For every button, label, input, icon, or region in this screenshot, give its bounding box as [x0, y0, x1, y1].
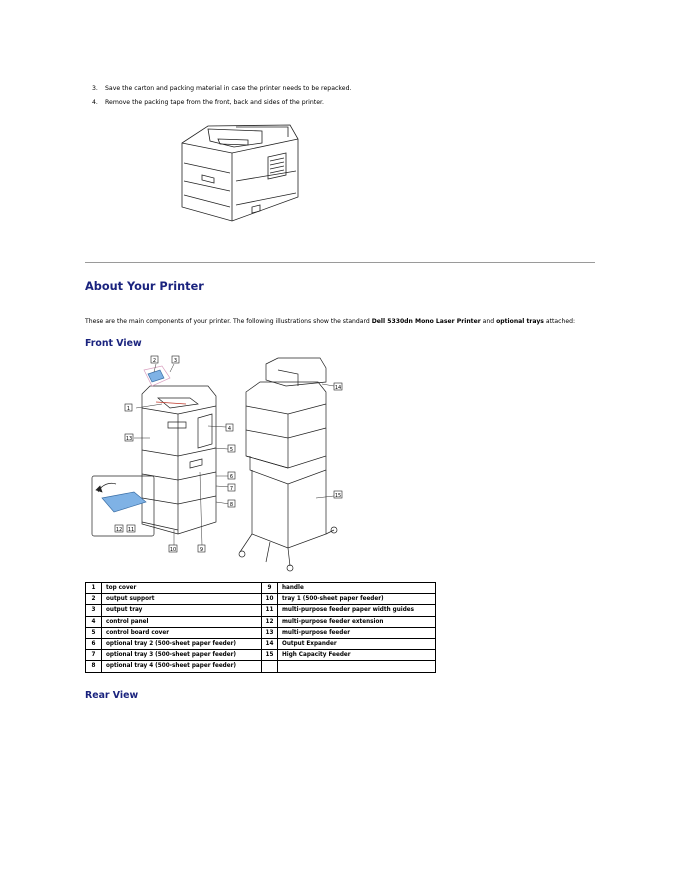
callout-5: 5: [229, 446, 234, 453]
section-title: About Your Printer: [85, 280, 204, 293]
part-label-cell: High Capacity Feeder: [278, 650, 436, 661]
callout-15: 15: [334, 492, 342, 499]
part-number-cell: 15: [262, 650, 278, 661]
table-row: [86, 661, 436, 672]
part-number-cell: 9: [262, 583, 278, 594]
part-label-cell: tray 1 (500-sheet paper feeder): [278, 594, 436, 605]
callout-6: 6: [229, 473, 234, 480]
callout-2: 2: [152, 357, 157, 364]
part-number-cell: 3: [86, 605, 102, 616]
callout-10: 10: [169, 546, 177, 553]
part-label-cell: multi-purpose feeder: [278, 627, 436, 638]
part-label-cell: control board cover: [102, 627, 262, 638]
callout-11: 11: [127, 526, 135, 533]
rear-view-title: Rear View: [85, 690, 139, 701]
part-number-cell: 11: [262, 605, 278, 616]
step-number: 3.: [92, 85, 98, 92]
table-row: [86, 583, 436, 594]
part-label-cell: multi-purpose feeder extension: [278, 616, 436, 627]
part-label-cell: optional tray 2 (500-sheet paper feeder): [102, 638, 262, 649]
part-label-cell: [278, 661, 436, 672]
part-number-cell: 5: [86, 627, 102, 638]
callout-13: 13: [125, 435, 133, 442]
front-view-title: Front View: [85, 338, 142, 349]
part-label-cell: optional tray 3 (500-sheet paper feeder): [102, 650, 262, 661]
table-row: [86, 638, 436, 649]
part-number-cell: 6: [86, 638, 102, 649]
callout-8: 8: [229, 501, 234, 508]
part-number-cell: [262, 661, 278, 672]
part-number-cell: 7: [86, 650, 102, 661]
part-number-cell: 2: [86, 594, 102, 605]
part-number-cell: 1: [86, 583, 102, 594]
step-number: 4.: [92, 99, 98, 106]
part-label-cell: handle: [278, 583, 436, 594]
step-text: Remove the packing tape from the front, back and sides of the printer.: [105, 99, 324, 106]
part-label-cell: top cover: [102, 583, 262, 594]
part-number-cell: 13: [262, 627, 278, 638]
table-row: [86, 594, 436, 605]
callout-14: 14: [334, 384, 342, 391]
part-number-cell: 12: [262, 616, 278, 627]
callout-7: 7: [229, 485, 234, 492]
part-label-cell: output tray: [102, 605, 262, 616]
part-number-cell: 14: [262, 638, 278, 649]
callout-1: 1: [126, 405, 131, 412]
part-label-cell: multi-purpose feeder paper width guides: [278, 605, 436, 616]
callout-3: 3: [173, 357, 178, 364]
parts-table: [85, 582, 436, 673]
part-label-cell: output support: [102, 594, 262, 605]
part-label-cell: Output Expander: [278, 638, 436, 649]
table-row: [86, 627, 436, 638]
part-number-cell: 8: [86, 661, 102, 672]
intro-text: attached:: [543, 318, 576, 325]
intro-model: Dell 5330dn Mono Laser Printer: [371, 318, 481, 325]
step-text: Save the carton and packing material in case the printer needs to be repacked.: [105, 85, 352, 92]
part-label-cell: optional tray 4 (500-sheet paper feeder): [102, 661, 262, 672]
callout-12: 12: [115, 526, 123, 533]
table-row: [86, 616, 436, 627]
intro-text: and: [480, 318, 497, 325]
intro-text: These are the main components of your printer. The following illustrations show the standard: [85, 318, 372, 325]
callout-9: 9: [199, 546, 204, 553]
callout-4: 4: [227, 425, 232, 432]
table-row: [86, 605, 436, 616]
intro-trays: optional trays: [496, 318, 544, 325]
part-number-cell: 10: [262, 594, 278, 605]
table-row: [86, 650, 436, 661]
part-label-cell: control panel: [102, 616, 262, 627]
part-number-cell: 4: [86, 616, 102, 627]
